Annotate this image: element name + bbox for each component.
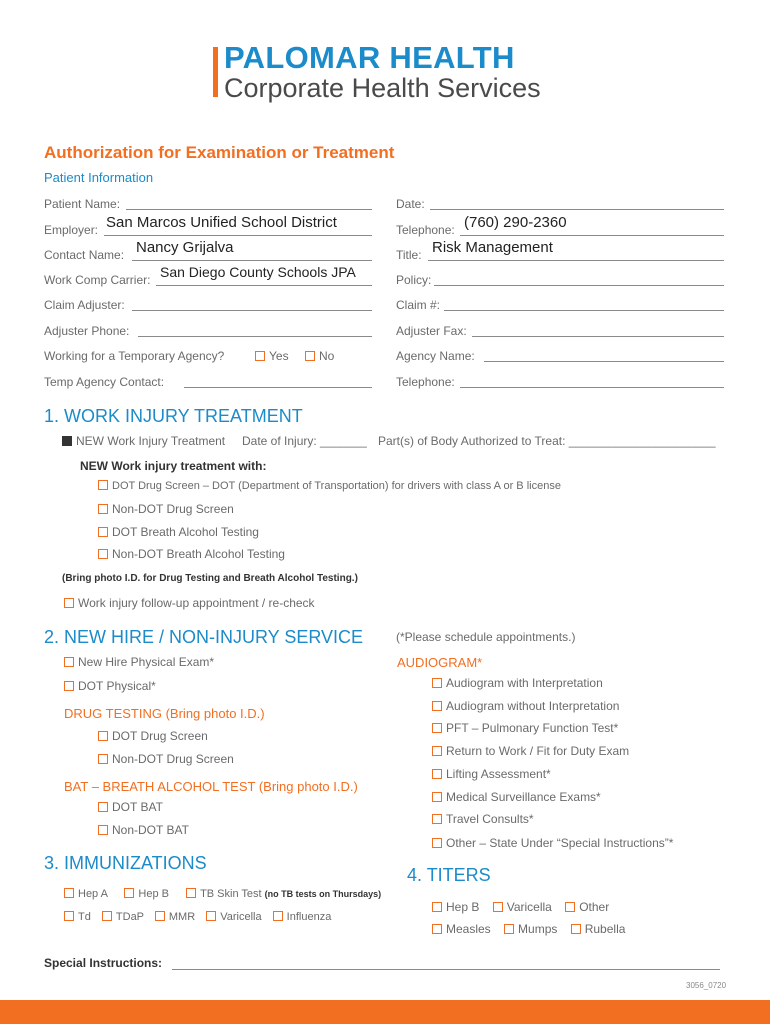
imm-td[interactable] <box>64 911 91 923</box>
right-item-checkbox[interactable] <box>432 838 442 848</box>
dot-physical-label: DOT Physical* <box>78 679 156 693</box>
claim-adjuster-label: Claim Adjuster: <box>44 298 125 312</box>
work-comp-value: San Diego County Schools JPA <box>160 264 356 280</box>
adjuster-phone-label: Adjuster Phone: <box>44 324 130 338</box>
titer-checkbox[interactable] <box>571 924 581 934</box>
telephone-label: Telephone: <box>396 223 455 237</box>
agency-name-label: Agency Name: <box>396 349 475 363</box>
imm-tb[interactable] <box>186 888 262 900</box>
right-item-label: PFT – Pulmonary Function Test* <box>446 721 619 735</box>
titer-mumps[interactable] <box>504 922 557 936</box>
title-value: Risk Management <box>432 239 553 256</box>
right-item-checkbox[interactable] <box>432 769 442 779</box>
titer-other[interactable] <box>565 900 609 914</box>
right-item-checkbox[interactable] <box>432 701 442 711</box>
follow-up-option[interactable] <box>64 596 315 610</box>
s1-item-label: DOT Drug Screen – DOT (Department of Transportation) for drivers with class A or B license <box>112 480 561 492</box>
imm-influenza[interactable] <box>273 911 332 923</box>
right-item[interactable] <box>432 699 619 713</box>
bat-heading: BAT – BREATH ALCOHOL TEST (Bring photo I.D.) <box>64 779 358 794</box>
titer-rubella[interactable] <box>571 922 626 936</box>
title-field[interactable] <box>428 260 724 261</box>
dot-bat-label: DOT BAT <box>112 800 163 814</box>
audiogram-heading: AUDIOGRAM* <box>397 655 483 670</box>
right-item[interactable] <box>432 676 603 690</box>
temp-agency-contact-label: Temp Agency Contact: <box>44 375 165 389</box>
imm-checkbox[interactable] <box>102 911 112 921</box>
claim-number-label: Claim #: <box>396 298 441 312</box>
logo-bar <box>213 47 218 97</box>
yes-label: Yes <box>269 349 289 363</box>
titers-row2 <box>432 922 625 936</box>
titer-label: Varicella <box>506 900 552 914</box>
right-item-label: Audiogram without Interpretation <box>446 699 620 713</box>
logo-subtitle: Corporate Health Services <box>224 73 541 103</box>
nondot-bat-checkbox[interactable] <box>98 825 108 835</box>
titer-checkbox[interactable] <box>565 902 575 912</box>
imm-checkbox[interactable] <box>206 911 216 921</box>
right-item[interactable] <box>432 744 629 758</box>
titer-checkbox[interactable] <box>432 902 442 912</box>
policy-label: Policy: <box>396 273 432 287</box>
imm-checkbox[interactable] <box>64 911 74 921</box>
logo-title: PALOMAR HEALTH <box>224 40 515 75</box>
s1-item-label: DOT Breath Alcohol Testing <box>112 525 259 539</box>
s2-nondot-drug-checkbox[interactable] <box>98 754 108 764</box>
titer-hep-b[interactable] <box>432 900 479 914</box>
adjuster-fax-field[interactable] <box>472 336 724 337</box>
imm-mmr[interactable] <box>155 911 195 923</box>
imm-label: Hep A <box>78 888 108 900</box>
right-item-checkbox[interactable] <box>432 746 442 756</box>
tb-note: (no TB tests on Thursdays) <box>264 889 382 899</box>
s1-item-nondot-drug-checkbox[interactable] <box>98 504 108 514</box>
patient-info-heading: Patient Information <box>44 170 154 185</box>
treatment-with-label: NEW Work injury treatment with: <box>80 459 267 473</box>
titer-varicella[interactable] <box>493 900 552 914</box>
imm-label: TB Skin Test <box>200 888 262 900</box>
imm-label: Td <box>78 911 91 923</box>
s2-dot-drug-option[interactable] <box>98 729 208 743</box>
employer-label: Employer: <box>44 223 99 237</box>
follow-up-label: Work injury follow-up appointment / re-check <box>78 596 315 610</box>
temp-agency-contact-field[interactable] <box>184 387 372 388</box>
imm-label: Hep B <box>138 888 169 900</box>
s1-item-nondot-breath-checkbox[interactable] <box>98 549 108 559</box>
special-instructions-field[interactable] <box>172 969 720 970</box>
right-item-label: Return to Work / Fit for Duty Exam <box>446 744 630 758</box>
titer-label: Other <box>579 900 610 914</box>
contact-name-value: Nancy Grijalva <box>136 239 234 256</box>
titer-label: Hep B <box>446 900 480 914</box>
immunizations-row2 <box>64 911 331 923</box>
s1-item-dot-breath[interactable] <box>98 525 259 539</box>
right-item-label: Medical Surveillance Exams* <box>446 790 601 804</box>
section1-heading: 1. WORK INJURY TREATMENT <box>44 406 303 426</box>
date-label: Date: <box>396 197 425 211</box>
imm-checkbox[interactable] <box>155 911 165 921</box>
titer-label: Mumps <box>518 922 558 936</box>
s2-dot-drug-label: DOT Drug Screen <box>112 729 208 743</box>
work-comp-field[interactable] <box>156 285 372 286</box>
titer-measles[interactable] <box>432 922 491 936</box>
titer-checkbox[interactable] <box>432 924 442 934</box>
titer-checkbox[interactable] <box>493 902 503 912</box>
dot-physical-checkbox[interactable] <box>64 681 74 691</box>
right-item[interactable] <box>432 721 618 735</box>
imm-hep-b[interactable] <box>124 888 169 900</box>
right-item-label: Lifting Assessment* <box>446 767 551 781</box>
section3-heading: 3. IMMUNIZATIONS <box>44 853 207 873</box>
dot-physical-option[interactable] <box>64 679 156 693</box>
right-item[interactable] <box>432 790 601 804</box>
policy-field[interactable] <box>434 285 724 286</box>
s2-nondot-drug-label: Non-DOT Drug Screen <box>112 752 234 766</box>
imm-checkbox[interactable] <box>273 911 283 921</box>
telephone2-label: Telephone: <box>396 375 455 389</box>
temp-agency-question: Working for a Temporary Agency? <box>44 349 225 363</box>
footer-bar <box>0 1000 770 1024</box>
parts-of-body-label[interactable]: Part(s) of Body Authorized to Treat: ______________________ <box>378 434 716 448</box>
titer-label: Rubella <box>584 922 626 936</box>
yes-option[interactable] <box>255 349 289 363</box>
telephone-value: (760) 290-2360 <box>464 214 567 231</box>
immunizations-row1 <box>64 888 381 900</box>
title-label: Title: <box>396 248 422 262</box>
new-work-injury-label: NEW Work Injury Treatment <box>76 434 226 448</box>
right-item-label: Other – State Under “Special Instructions”* <box>446 836 674 850</box>
claim-adjuster-field[interactable] <box>132 310 372 311</box>
telephone2-field[interactable] <box>460 387 724 388</box>
section4-heading: 4. TITERS <box>407 865 491 885</box>
drug-testing-heading: DRUG TESTING (Bring photo I.D.) <box>64 706 265 721</box>
right-item-checkbox[interactable] <box>432 814 442 824</box>
no-label: No <box>319 349 335 363</box>
adjuster-fax-label: Adjuster Fax: <box>396 324 467 338</box>
imm-hep-a[interactable] <box>64 888 107 900</box>
employer-field[interactable] <box>104 235 372 236</box>
right-item-checkbox[interactable] <box>432 723 442 733</box>
patient-name-label: Patient Name: <box>44 197 121 211</box>
s2-nondot-drug-option[interactable] <box>98 752 234 766</box>
employer-value: San Marcos Unified School District <box>106 214 337 231</box>
right-item-label: Travel Consults* <box>446 812 534 826</box>
s1-item-label: Non-DOT Breath Alcohol Testing <box>112 547 285 561</box>
imm-varicella[interactable] <box>206 911 261 923</box>
contact-name-label: Contact Name: <box>44 248 125 262</box>
claim-number-field[interactable] <box>444 310 724 311</box>
contact-name-field[interactable] <box>132 260 372 261</box>
schedule-note: (*Please schedule appointments.) <box>396 630 576 644</box>
follow-up-checkbox[interactable] <box>64 598 74 608</box>
right-item[interactable] <box>432 836 673 850</box>
new-hire-exam-label: New Hire Physical Exam* <box>78 655 215 669</box>
section2-heading: 2. NEW HIRE / NON-INJURY SERVICE <box>44 627 364 647</box>
nondot-bat-label: Non-DOT BAT <box>112 823 189 837</box>
s1-item-nondot-breath[interactable] <box>98 547 285 561</box>
form-code: 3056_0720 <box>686 981 727 990</box>
imm-checkbox[interactable] <box>64 888 74 898</box>
s1-item-dot-breath-checkbox[interactable] <box>98 527 108 537</box>
s1-item-label: Non-DOT Drug Screen <box>112 502 234 516</box>
no-option[interactable] <box>305 349 334 363</box>
new-work-injury-option[interactable] <box>62 434 225 448</box>
new-work-injury-checkbox[interactable] <box>62 436 72 446</box>
telephone-field[interactable] <box>460 235 724 236</box>
imm-label: MMR <box>168 911 196 923</box>
date-of-injury-label[interactable]: Date of Injury: _______ <box>242 434 367 448</box>
imm-checkbox[interactable] <box>124 888 134 898</box>
s1-item-nondot-drug[interactable] <box>98 502 234 516</box>
new-hire-exam-option[interactable] <box>64 655 214 669</box>
patient-name-field[interactable] <box>126 209 372 210</box>
dot-bat-checkbox[interactable] <box>98 802 108 812</box>
imm-checkbox[interactable] <box>186 888 196 898</box>
date-field[interactable] <box>430 209 724 210</box>
form-title: Authorization for Examination or Treatment <box>44 143 395 162</box>
s1-item-dot-drug-checkbox[interactable] <box>98 480 108 490</box>
adjuster-phone-field[interactable] <box>138 336 372 337</box>
new-hire-exam-checkbox[interactable] <box>64 657 74 667</box>
drug-testing-note: (Bring photo I.D. for Drug Testing and Breath Alcohol Testing.) <box>62 573 358 584</box>
titer-label: Measles <box>446 922 491 936</box>
no-checkbox[interactable] <box>305 351 315 361</box>
imm-label: Varicella <box>220 911 262 923</box>
right-item[interactable] <box>432 812 534 826</box>
titers-row1 <box>432 900 609 914</box>
titer-checkbox[interactable] <box>504 924 514 934</box>
imm-label: Influenza <box>286 911 332 923</box>
dot-bat-option[interactable] <box>98 800 163 814</box>
nondot-bat-option[interactable] <box>98 823 189 837</box>
right-item-label: Audiogram with Interpretation <box>446 676 603 690</box>
imm-label: TDaP <box>115 911 144 923</box>
work-comp-label: Work Comp Carrier: <box>44 273 151 287</box>
agency-name-field[interactable] <box>484 361 724 362</box>
s2-dot-drug-checkbox[interactable] <box>98 731 108 741</box>
right-item-checkbox[interactable] <box>432 792 442 802</box>
imm-tdap[interactable] <box>102 911 144 923</box>
right-item-checkbox[interactable] <box>432 678 442 688</box>
special-instructions-label: Special Instructions: <box>44 956 163 970</box>
yes-checkbox[interactable] <box>255 351 265 361</box>
s1-item-dot-drug[interactable] <box>98 480 561 492</box>
right-item[interactable] <box>432 767 551 781</box>
